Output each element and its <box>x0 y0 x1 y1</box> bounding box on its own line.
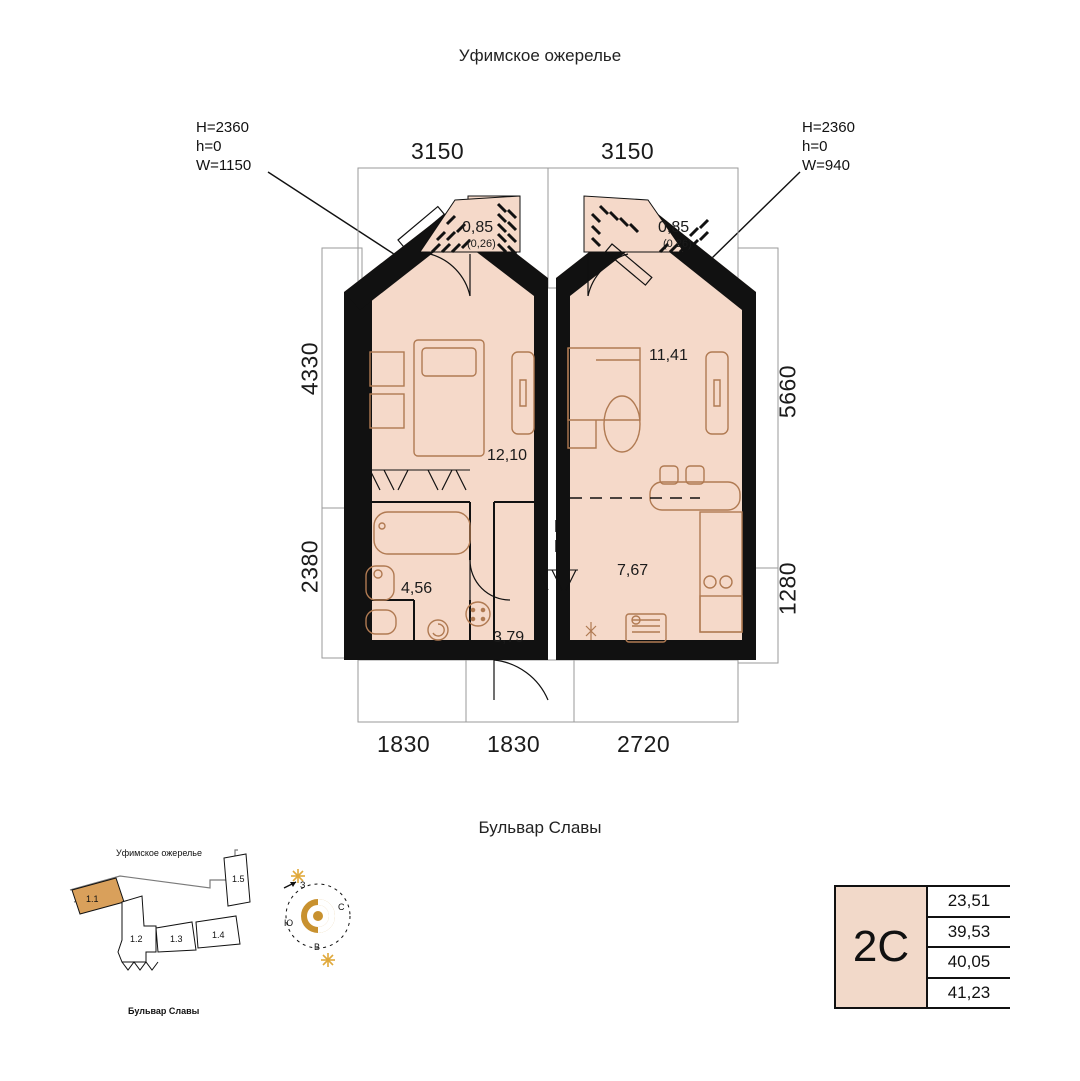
area-balcony-right-sub: (0,26) <box>663 238 692 250</box>
left-callout-line-2: h=0 <box>196 138 222 155</box>
svg-text:1.1: 1.1 <box>86 894 99 904</box>
right-callout-line-2: h=0 <box>802 138 828 155</box>
legend-value-1: 23,51 <box>926 887 1010 918</box>
dimension-bottom-1: 1830 <box>377 731 431 757</box>
legend-value-3: 40,05 <box>926 948 1010 979</box>
svg-text:В: В <box>314 942 321 952</box>
minimap-bottom-label: Бульвар Славы <box>128 1006 200 1016</box>
minimap-top-label: Уфимское ожерелье <box>116 848 202 858</box>
page-title: Уфимское ожерелье <box>458 46 622 65</box>
svg-text:1.5: 1.5 <box>232 874 245 884</box>
right-callout-line-3: W=940 <box>802 157 850 174</box>
left-callout-line-1: H=2360 <box>196 119 249 136</box>
right-callout-line-1: H=2360 <box>802 119 855 136</box>
area-balcony-right: 0,85 <box>658 219 690 236</box>
svg-text:1.4: 1.4 <box>212 930 225 940</box>
bottom-street-label: Бульвар Славы <box>478 818 602 837</box>
left-callout-line-3: W=1150 <box>196 157 252 174</box>
area-kitchen: 7,67 <box>617 562 649 579</box>
area-bathroom: 4,56 <box>401 580 433 597</box>
legend-value-2: 39,53 <box>926 918 1010 949</box>
dimension-bottom-2: 1830 <box>487 731 541 757</box>
area-balcony-left: 0,85 <box>462 219 494 236</box>
dimension-left-upper: 4330 <box>296 341 323 396</box>
site-minimap <box>60 840 380 1030</box>
svg-text:Ю: Ю <box>284 918 294 928</box>
area-balcony-left-sub: (0,26) <box>467 238 496 250</box>
dimension-right-upper: 5660 <box>774 364 801 419</box>
area-hall: 3,79 <box>493 629 525 646</box>
svg-text:1.2: 1.2 <box>130 934 143 944</box>
svg-text:1.3: 1.3 <box>170 934 183 944</box>
dimension-right-lower: 1280 <box>774 561 801 616</box>
dimension-bottom-3: 2720 <box>617 731 671 757</box>
dimension-top-left: 3150 <box>411 138 465 164</box>
area-living-room-left: 12,10 <box>487 447 528 464</box>
apartment-areas-list <box>926 887 1010 1007</box>
apartment-type-code: 2С <box>852 922 910 971</box>
area-living-room-right: 11,41 <box>649 347 688 364</box>
svg-text:С: С <box>338 902 345 912</box>
dimension-left-lower: 2380 <box>296 539 323 594</box>
dimension-top-right: 3150 <box>601 138 655 164</box>
legend-value-4: 41,23 <box>926 979 1010 1008</box>
apartment-type-legend <box>834 885 1010 1009</box>
svg-text:З: З <box>300 880 306 890</box>
